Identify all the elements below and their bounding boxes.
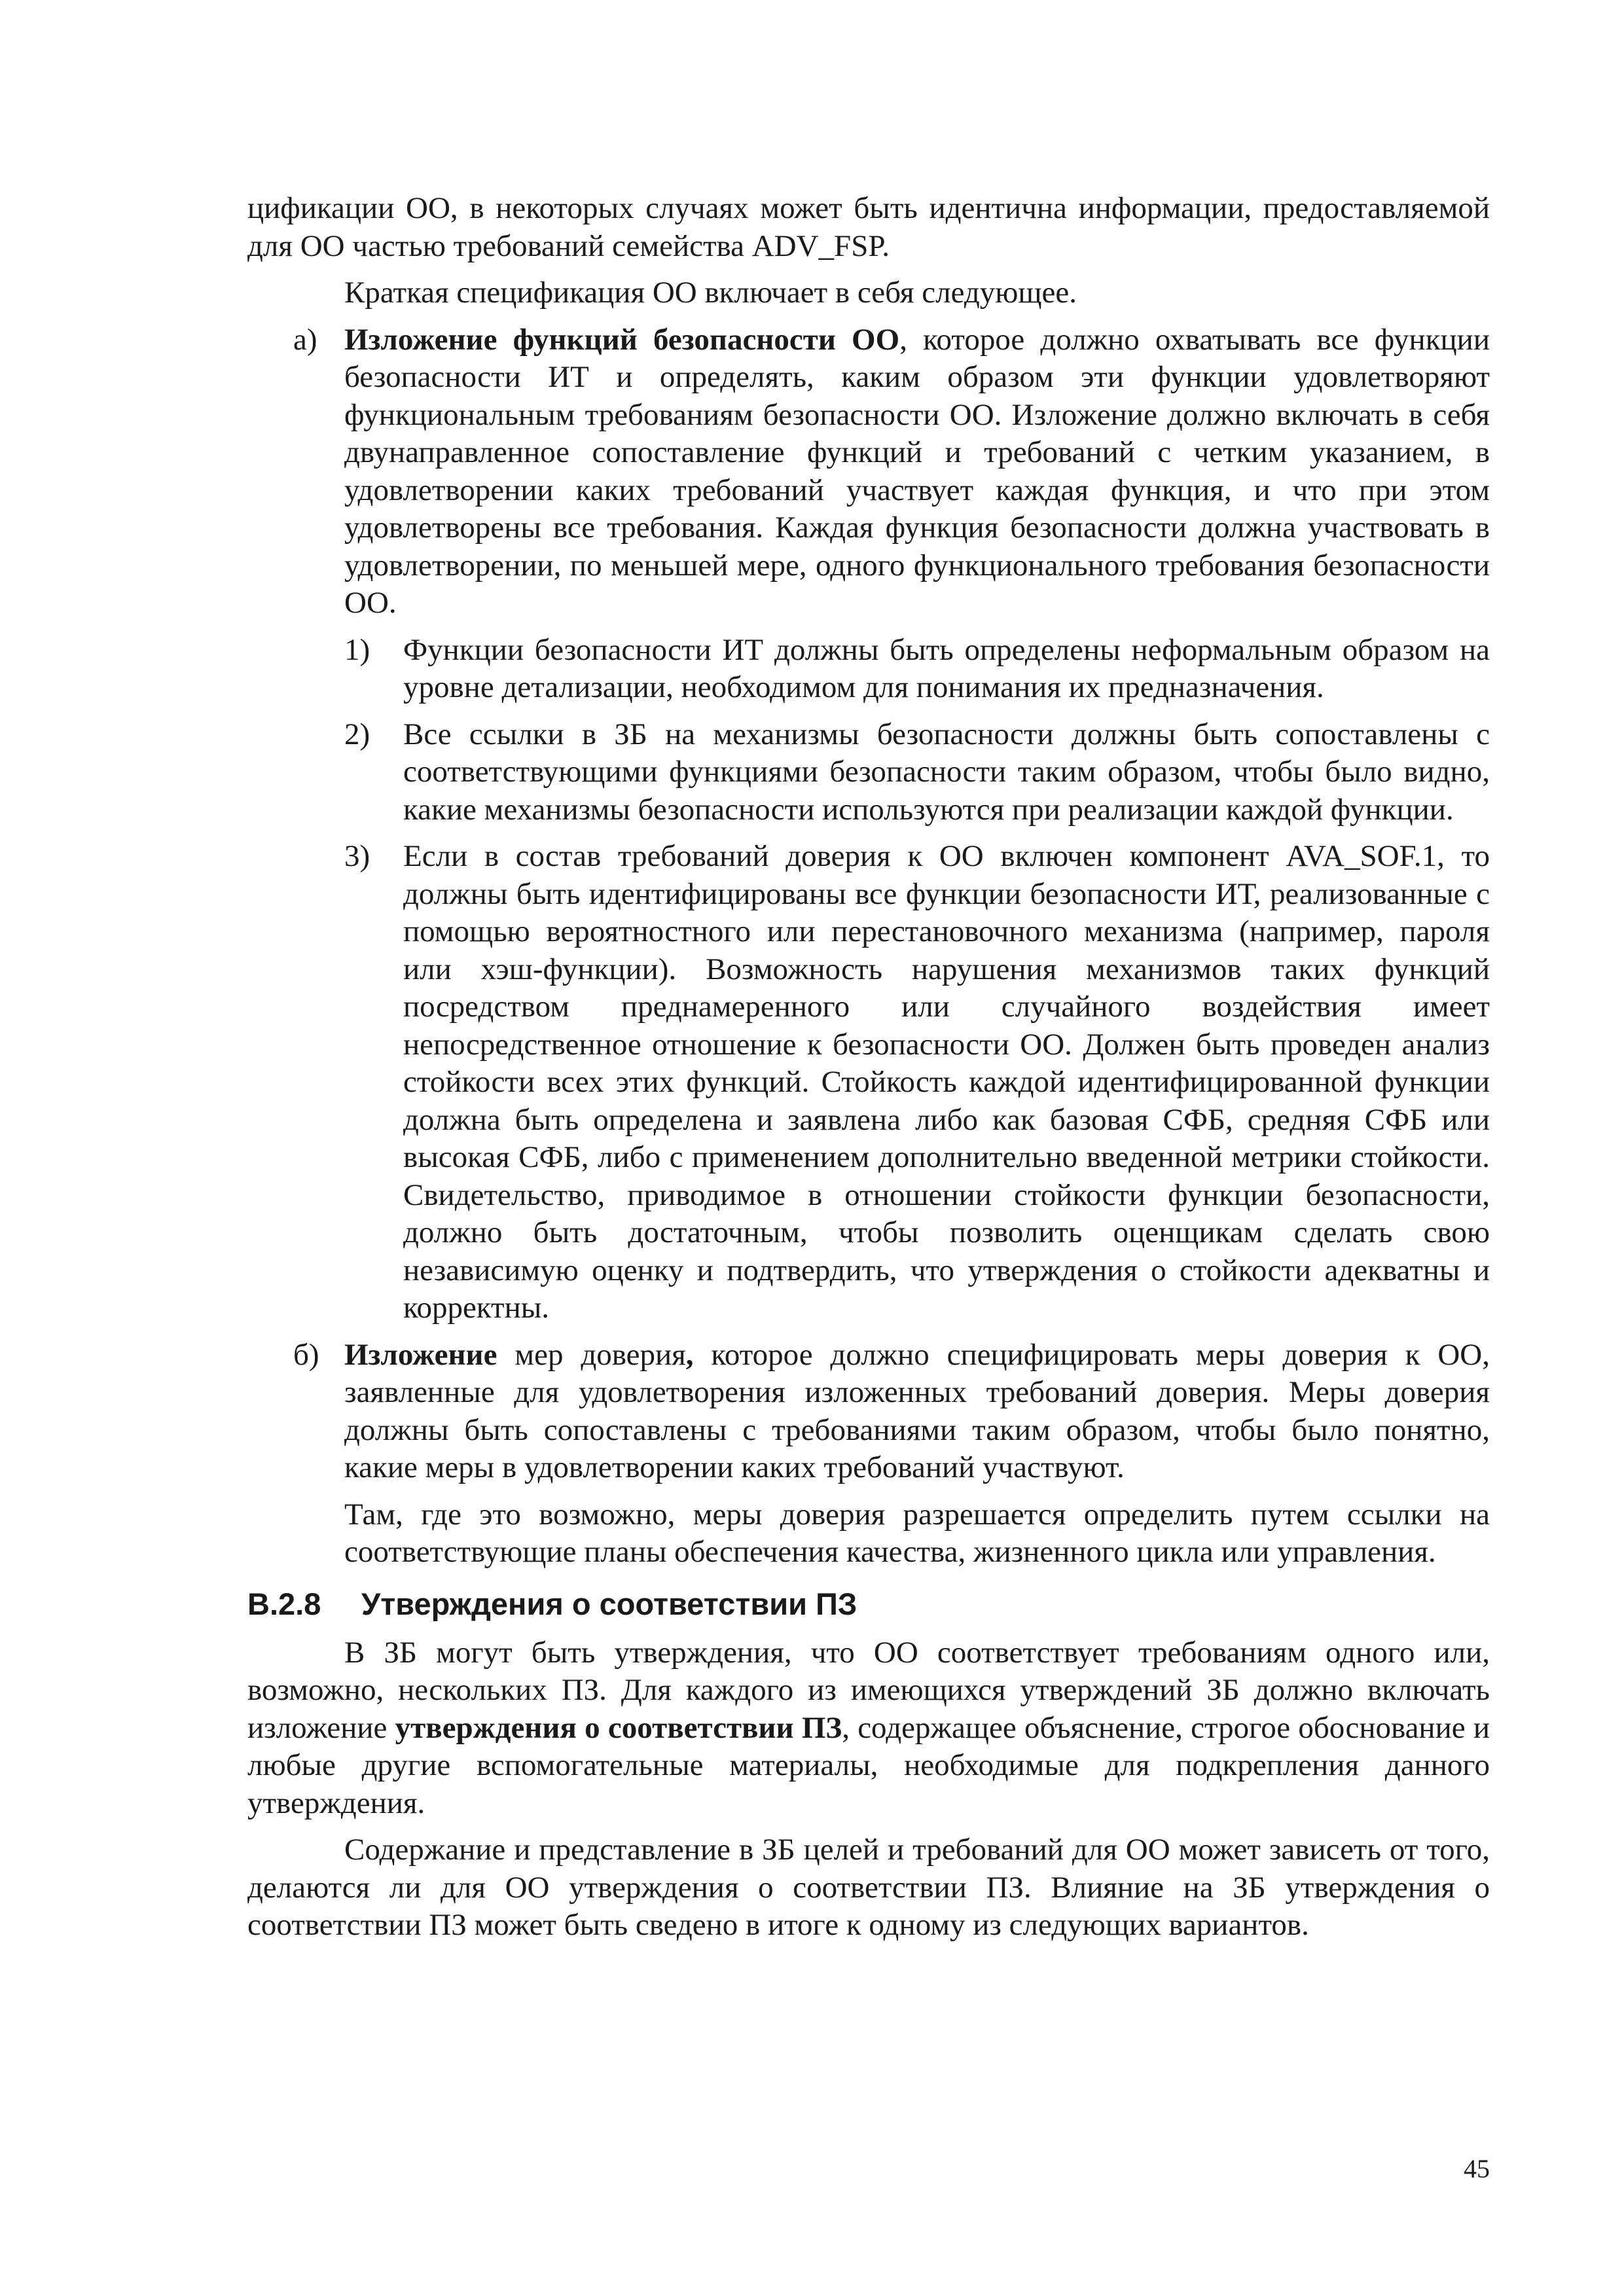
sub-list-item-3 <box>247 838 1490 1327</box>
sub-list-marker-2: 2) <box>344 717 370 751</box>
list-item-b <box>247 1336 1490 1487</box>
section-number: В.2.8 <box>247 1586 321 1621</box>
item-b-text-1: мер доверия <box>497 1337 686 1372</box>
section-p1-bold-term: утверждения о соответствии ПЗ <box>395 1710 842 1745</box>
item-a-bold-term: Изложение функций безопасности ОО <box>344 322 900 357</box>
item-b-text-2: которое должно специфицировать меры доверия к ОО, заявленные для удовлетворения изложенных требований доверия. Меры доверия должны быть сопоставлены с требованиями таким образом, чтобы было понятно, какие меры в удовлетворении каких требований участвуют. <box>344 1337 1490 1484</box>
sub-list-marker-3: 3) <box>344 839 370 873</box>
sub-list-text-2: Все ссылки в ЗБ на механизмы безопасности должны быть сопоставлены с соответствующими функциями безопасности таким образом, чтобы было видно, какие механизмы безопасности используются при реализации каждой функции. <box>403 717 1490 827</box>
list-marker-b: б) <box>293 1337 319 1372</box>
item-b-bold-comma: , <box>685 1337 694 1372</box>
sub-list-marker-1: 1) <box>344 632 370 667</box>
section-paragraph-2: Содержание и представление в ЗБ целей и требований для ОО может зависеть от того, делаются ли для ОО утверждения о соответствии ПЗ. Влияние на ЗБ утверждения о соответствии ПЗ может быть сведено в итоге к одному из следующих вариантов. <box>247 1833 1490 1942</box>
item-b-bold-term: Изложение <box>344 1337 497 1372</box>
sub-list-item-1 <box>247 632 1490 707</box>
sub-list-text-3: Если в состав требований доверия к ОО включен компонент AVA_SOF.1, то должны быть идентифицированы все функции безопасности ИТ, реализованные с помощью вероятностного или перестановочного механизма (например, пароля или хэш-функции). Возможность нарушения механизмов таких функций посредством преднамеренного или случайного воздействия имеет непосредственное отношение к безопасности ОО. Должен быть проведен анализ стойкости всех этих функций. Стойкость каждой идентифицированной функции должна быть определена и заявлена либо как базовая СФБ, средняя СФБ или высокая СФБ, либо с применением дополнительно введенной метрики стойкости. Свидетельство, приводимое в отношении стойкости функции безопасности, должно быть достаточным, чтобы позволить оценщикам сделать свою независимую оценку и подтвердить, что утверждения о стойкости адекватны и корректны. <box>403 839 1490 1325</box>
section-title: Утверждения о соответствии ПЗ <box>361 1586 857 1621</box>
item-a-text: , которое должно охватывать все функции безопасности ИТ и определять, каким образом эти функции удовлетворяют функциональным требованиям безопасности ОО. Изложение должно включать в себя двунаправленное сопоставление функций и требований с четким указанием, в удовлетворении каких требований участвует каждая функция, и что при этом удовлетворены все требования. Каждая функция безопасности должна участвовать в удовлетворении, по меньшей мере, одного функционального требования безопасности ОО. <box>344 322 1490 620</box>
item-b-note: Там, где это возможно, меры доверия разрешается определить путем ссылки на соответствующие планы обеспечения качества, жизненного цикла или управления. <box>344 1497 1490 1569</box>
section-paragraph-1 <box>247 1634 1490 1823</box>
sub-list-text-1: Функции безопасности ИТ должны быть определены неформальным образом на уровне детализации, необходимом для понимания их предназначения. <box>403 632 1490 704</box>
section-p1-text-1: В ЗБ могут быть утверждения, что ОО соответствует требованиям одного или, возможно, нескольких ПЗ. Для каждого из имеющихся утверждений ЗБ должно включать изложение <box>247 1635 1490 1745</box>
page-number: 45 <box>1464 2154 1490 2183</box>
section-p1-text-2: , содержащее объяснение, строгое обоснование и любые другие вспомогательные материалы, необходимые для подкрепления данного утверждения. <box>247 1710 1490 1820</box>
sub-list-item-2 <box>247 716 1490 829</box>
list-marker-a: а) <box>293 322 317 357</box>
document-page <box>247 190 1490 1954</box>
continued-paragraph: цификации ОО, в некоторых случаях может быть идентична информации, предоставляемой для ОО частью требований семейства ADV_FSP. <box>247 191 1490 263</box>
list-item-a <box>247 321 1490 622</box>
intro-paragraph: Краткая спецификация ОО включает в себя следующее. <box>344 276 1077 310</box>
section-heading <box>247 1585 1490 1624</box>
